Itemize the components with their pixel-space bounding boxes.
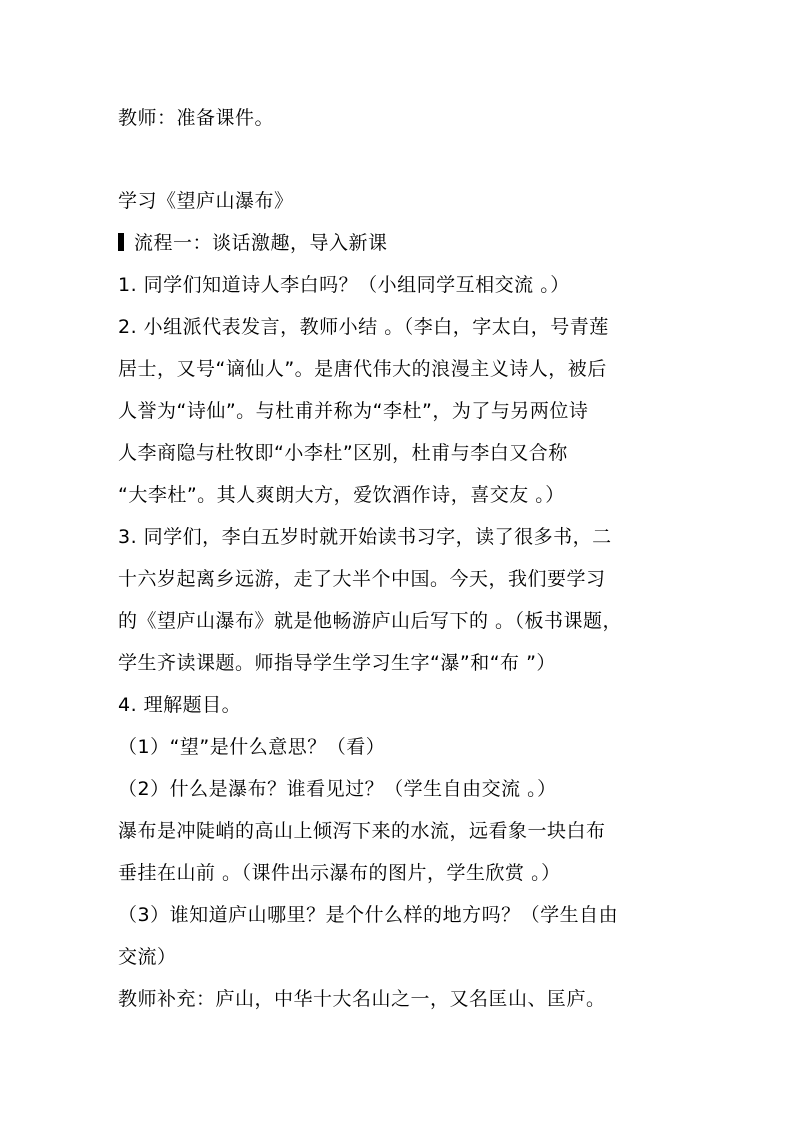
- paragraph-line: 学生齐读课题。师指导学生学习生字“瀑”和“布 ”）: [118, 652, 556, 674]
- paragraph-line: 2. 小组派代表发言，教师小结 。（李白，字太白，号青莲: [118, 316, 609, 338]
- paragraph-line: 人誉为“诗仙”。与杜甫并称为“李杜”，为了与另两位诗: [118, 400, 589, 422]
- paragraph-line: 交流）: [118, 946, 177, 968]
- paragraph-line: 3. 同学们，李白五岁时就开始读书习字，读了很多书，二: [118, 526, 612, 548]
- heading-bar-icon: [118, 233, 124, 251]
- paragraph-line: （1）“望”是什么意思？（看）: [118, 736, 386, 758]
- paragraph-line: （3）谁知道庐山哪里？是个什么样的地方吗？（学生自由: [118, 904, 619, 926]
- paragraph-line: 4. 理解题目。: [118, 694, 242, 716]
- lesson-title: 学习《望庐山瀑布》: [118, 190, 294, 212]
- paragraph-line: “大李杜”。其人爽朗大方，爱饮酒作诗，喜交友 。）: [118, 484, 565, 506]
- teacher-prep-line: 教师：准备课件。: [118, 107, 275, 129]
- paragraph-line: 的《望庐山瀑布》就是他畅游庐山后写下的 。（板书课题，: [118, 610, 623, 632]
- paragraph-line: （2）什么是瀑布？谁看见过？（学生自由交流 。）: [118, 778, 557, 800]
- paragraph-line: 瀑布是冲陡峭的高山上倾泻下来的水流，远看象一块白布: [118, 820, 606, 842]
- paragraph-line: 人李商隐与杜牧即“小李杜”区别，杜甫与李白又合称: [118, 442, 568, 464]
- paragraph-line: 居士，又号“谪仙人”。是唐代伟大的浪漫主义诗人，被后: [118, 358, 607, 380]
- paragraph-line: 十六岁起离乡远游，走了大半个中国。今天，我们要学习: [118, 568, 606, 590]
- section-heading: [118, 231, 388, 255]
- paragraph-line: 1. 同学们知道诗人李白吗？（小组同学互相交流 。）: [118, 274, 570, 296]
- section-heading-text: 流程一：谈话激趣，导入新课: [134, 232, 388, 254]
- paragraph-line: 垂挂在山前 。（课件出示瀑布的图片，学生欣赏 。）: [118, 862, 561, 884]
- paragraph-line: 教师补充：庐山，中华十大名山之一，又名匡山、匡庐。: [118, 988, 606, 1010]
